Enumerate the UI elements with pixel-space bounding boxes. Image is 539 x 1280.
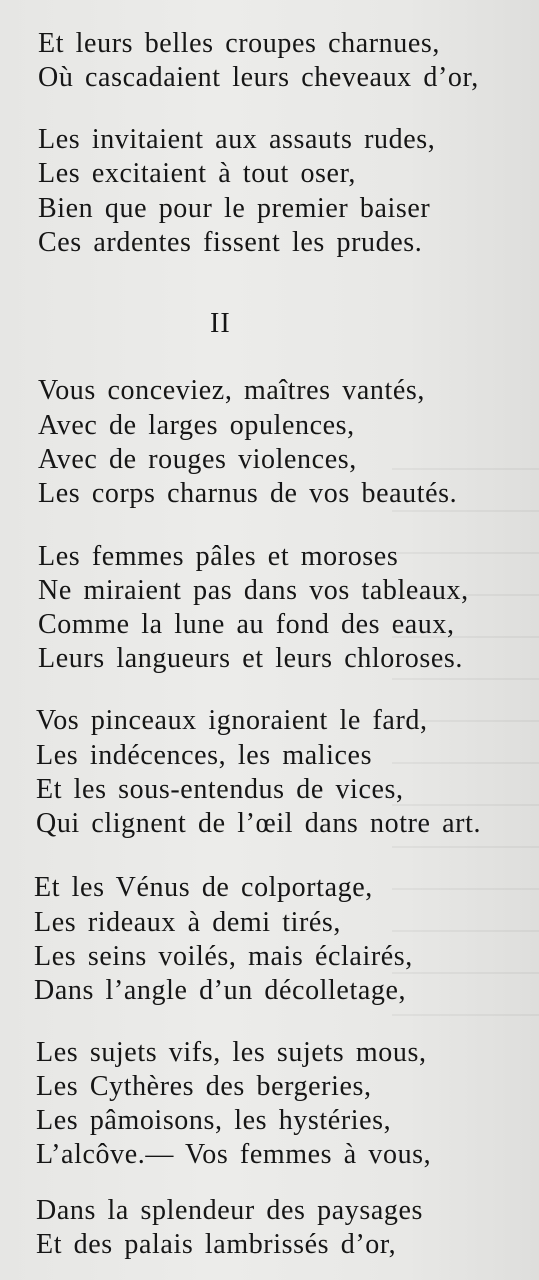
- poem-line: Dans l’angle d’un décolletage,: [34, 975, 407, 1006]
- poem-line: Comme la lune au fond des eaux,: [38, 609, 455, 640]
- poem-line: Les sujets vifs, les sujets mous,: [36, 1037, 427, 1068]
- poem-line: Avec de larges opulences,: [38, 410, 355, 441]
- poem-line: Où cascadaient leurs cheveaux d’or,: [38, 62, 479, 93]
- poem-line: Vos pinceaux ignoraient le fard,: [36, 705, 428, 736]
- poem-line: Les rideaux à demi tirés,: [34, 907, 342, 938]
- poem-line: Bien que pour le premier baiser: [38, 193, 431, 224]
- poem-line: Les invitaient aux assauts rudes,: [38, 124, 436, 155]
- poem-line: Les pâmoisons, les hystéries,: [36, 1105, 392, 1136]
- poem-line: Ces ardentes fissent les prudes.: [38, 227, 423, 258]
- poem-line: Et des palais lambrissés d’or,: [36, 1229, 397, 1260]
- poem-line: Avec de rouges violences,: [38, 444, 357, 475]
- poem-line: Leurs langueurs et leurs chloroses.: [38, 643, 463, 674]
- poem-line: Dans la splendeur des paysages: [36, 1195, 424, 1226]
- poem-line: Vous conceviez, maîtres vantés,: [38, 375, 425, 406]
- poem-line: L’alcôve.— Vos femmes à vous,: [36, 1139, 432, 1170]
- poem-line: Et les Vénus de colportage,: [34, 872, 373, 903]
- poem-line: Ne miraient pas dans vos tableaux,: [38, 575, 469, 606]
- poem-line: Et leurs belles croupes charnues,: [38, 28, 441, 59]
- poem-line: Et les sous-entendus de vices,: [36, 774, 404, 805]
- poem-line: Les excitaient à tout oser,: [38, 158, 356, 189]
- section-heading: II: [210, 308, 231, 339]
- poem-line: Les Cythères des bergeries,: [36, 1071, 372, 1102]
- poem-line: Les seins voilés, mais éclairés,: [34, 941, 413, 972]
- poem-line: Les corps charnus de vos beautés.: [38, 478, 458, 509]
- poem-line: Les femmes pâles et moroses: [38, 541, 399, 572]
- poem-line: Qui clignent de l’œil dans notre art.: [36, 808, 482, 839]
- poem-line: Les indécences, les malices: [36, 740, 373, 771]
